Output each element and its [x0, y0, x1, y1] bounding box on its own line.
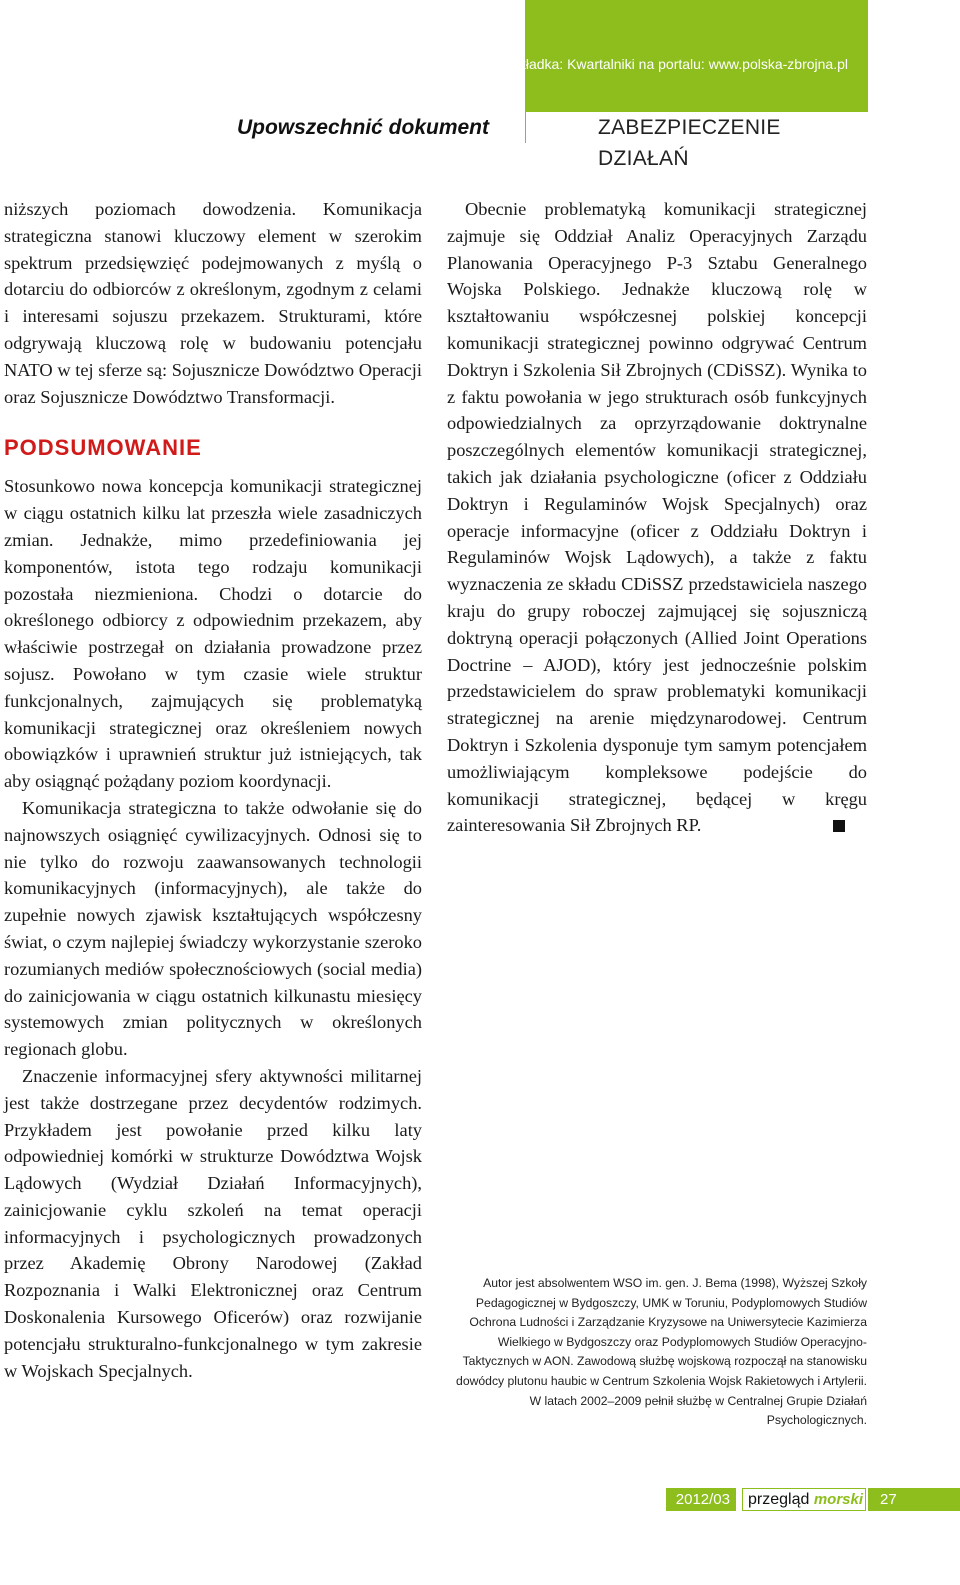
paragraph-text: Obecnie problematyką komunikacji strategicznej zajmuje się Oddział Analiz Operacyjnych Zarządu Planowania Operacyjnego P-3 Sztabu Generalnego Wojska Polskiego. Jednakże kluczową rolę w kształtowaniu współczesnej polskiej koncepcji komunikacji strategicznej powinno odgrywać Centrum Doktryn i Szkolenia Sił Zbrojnych (CDiSSZ). Wynika to z faktu powołania w jego strukturach osób funkcyjnych odpowiedzialnych za oprzyrządowanie doktrynalne poszczególnych elementów komunikacji strategicznej, takich jak działania psychologiczne (oficer z Oddziału Doktryn i Regulaminów Wojsk Specjalnych) oraz operacje informacyjne (oficer z Oddziału Doktryn i Regulaminów Wojsk Lądowych), a także z faktu wyznaczenia ze składu CDiSSZ przedstawiciela naszego kraju do grupy roboczej zajmującej się sojuszniczą doktryną operacji połączonych (Allied Joint Operations Doctrine – AJOD), który jest jednocześnie polskim przedstawicielem do spraw problematyki komunikacji strategicznej na arenie międzynarodowej. Centrum Doktryn i Szkolenia dysponuje tym samym potencjałem umożliwiającym kompleksowe podejście do komunikacji strategicznej, będącej w kręgu zainteresowania Sił Zbrojnych RP. — [447, 199, 867, 836]
paragraph: Znaczenie informacyjnej sfery aktywności militarnej jest także dostrzegane przez decydentów rodzimych. Przykładem jest powołanie przed kilku laty odpowiedniej komórki w strukturze Dowództwa Wojsk Lądowych (Wydział Działań Informacyjnych), zainicjowanie cyklu szkoleń na temat operacji informacyjnych i psychologicznych prowadzonych przez Akademię Obrony Narodowej (Zakład Rozpoznania i Walki Elektronicznej oraz Centrum Doskonalenia Kursowego Oficerów) oraz rozwijanie potencjału strukturalno-funkcjonalnego w tym zakresie w Wojskach Specjalnych. — [4, 1065, 422, 1381]
paragraph: Komunikacja strategiczna to także odwołanie się do najnowszych osiągnięć cywilizacyjnych. Odnosi się to nie tylko do rozwoju zaawansowanych technologii komunikacyjnych (informacyjnych), ale także do zupełnie nowych zjawisk kształtujących współczesny świat, o czym najlepiej świadczy wykorzystanie szeroko rozumianych mediów społecznościowych (social media) do zainicjowania w ciągu ostatnich kilkunastu miesięcy systemowych zmian politycznych w określonych regionach globu. — [4, 797, 422, 1060]
right-column — [447, 196, 867, 839]
paragraph: niższych poziomach dowodzenia. Komunikacja strategiczna stanowi kluczowy element w szerokim spektrum przedsięwzięć podejmowanych z myślą o dotarciu do odbiorców z określonym, zgodnym z celami i interesami sojuszu przekazem. Strukturami, które odgrywają kluczową rolę w budowaniu potencjału NATO w tej sferze są: Sojusznicze Dowództwo Operacji oraz Sojusznicze Dowództwo Transformacji. — [4, 199, 422, 407]
magazine-name-part-bold: morski — [813, 1491, 864, 1508]
section-heading: PODSUMOWANIE — [4, 435, 202, 461]
author-note-text: Autor jest absolwentem WSO im. gen. J. Bema (1998), Wyższej Szkoły Pedagogicznej w Bydgoszczy, UMK w Toruniu, Podyplomowych Studiów Ochrona Ludności i Zarządzanie Kryzysowe na Uniwersytecie Kazimierza Wielkiego w Bydgoszczy oraz Podyplomowych Studiów Operacyjno-Taktycznych w AON. Zawodową służbę wojskową rozpoczął na stanowisku dowódcy plutonu haubic w Centrum Szkolenia Wojsk Rakietowych i Artylerii. W latach 2002–2009 pełnił służbę w Centralnej Grupie Działań Psychologicznych. — [456, 1276, 867, 1428]
portal-link[interactable]: Zakładka: Kwartalniki na portalu: www.polska-zbrojna.pl — [502, 56, 848, 72]
paragraph — [447, 196, 867, 839]
magazine-name — [742, 1488, 866, 1511]
page-number: 27 — [868, 1488, 960, 1511]
issue-number: 2012/03 — [666, 1488, 736, 1511]
author-note — [448, 1274, 867, 1431]
section-title: ZABEZPIECZENIE DZIAŁAŃ — [525, 112, 868, 143]
end-of-article-square-icon — [833, 820, 845, 832]
left-column — [4, 196, 422, 1384]
paragraph: Stosunkowo nowa koncepcja komunikacji strategicznej w ciągu ostatnich kilku lat przeszła wiele zasadniczych zmian. Jednakże, mimo przedefiniowania jej komponentów, istota tego rodzaju komunikacji pozostała niezmieniona. Chodzi o dotarcie do określonego odbiorcy z odpowiednim przekazem, aby właściwie postrzegał on działania prowadzone przez sojusz. Powołano w tym czasie wiele struktur funkcjonalnych, zajmujących się problematyką komunikacji strategicznej oraz określeniem nowych obowiązków i uprawnień struktur już istniejących, tak aby osiągnąć pożądany poziom koordynacji. — [4, 476, 422, 792]
magazine-name-part: przegląd — [748, 1491, 810, 1508]
running-title: Upowszechnić dokument — [236, 116, 489, 139]
